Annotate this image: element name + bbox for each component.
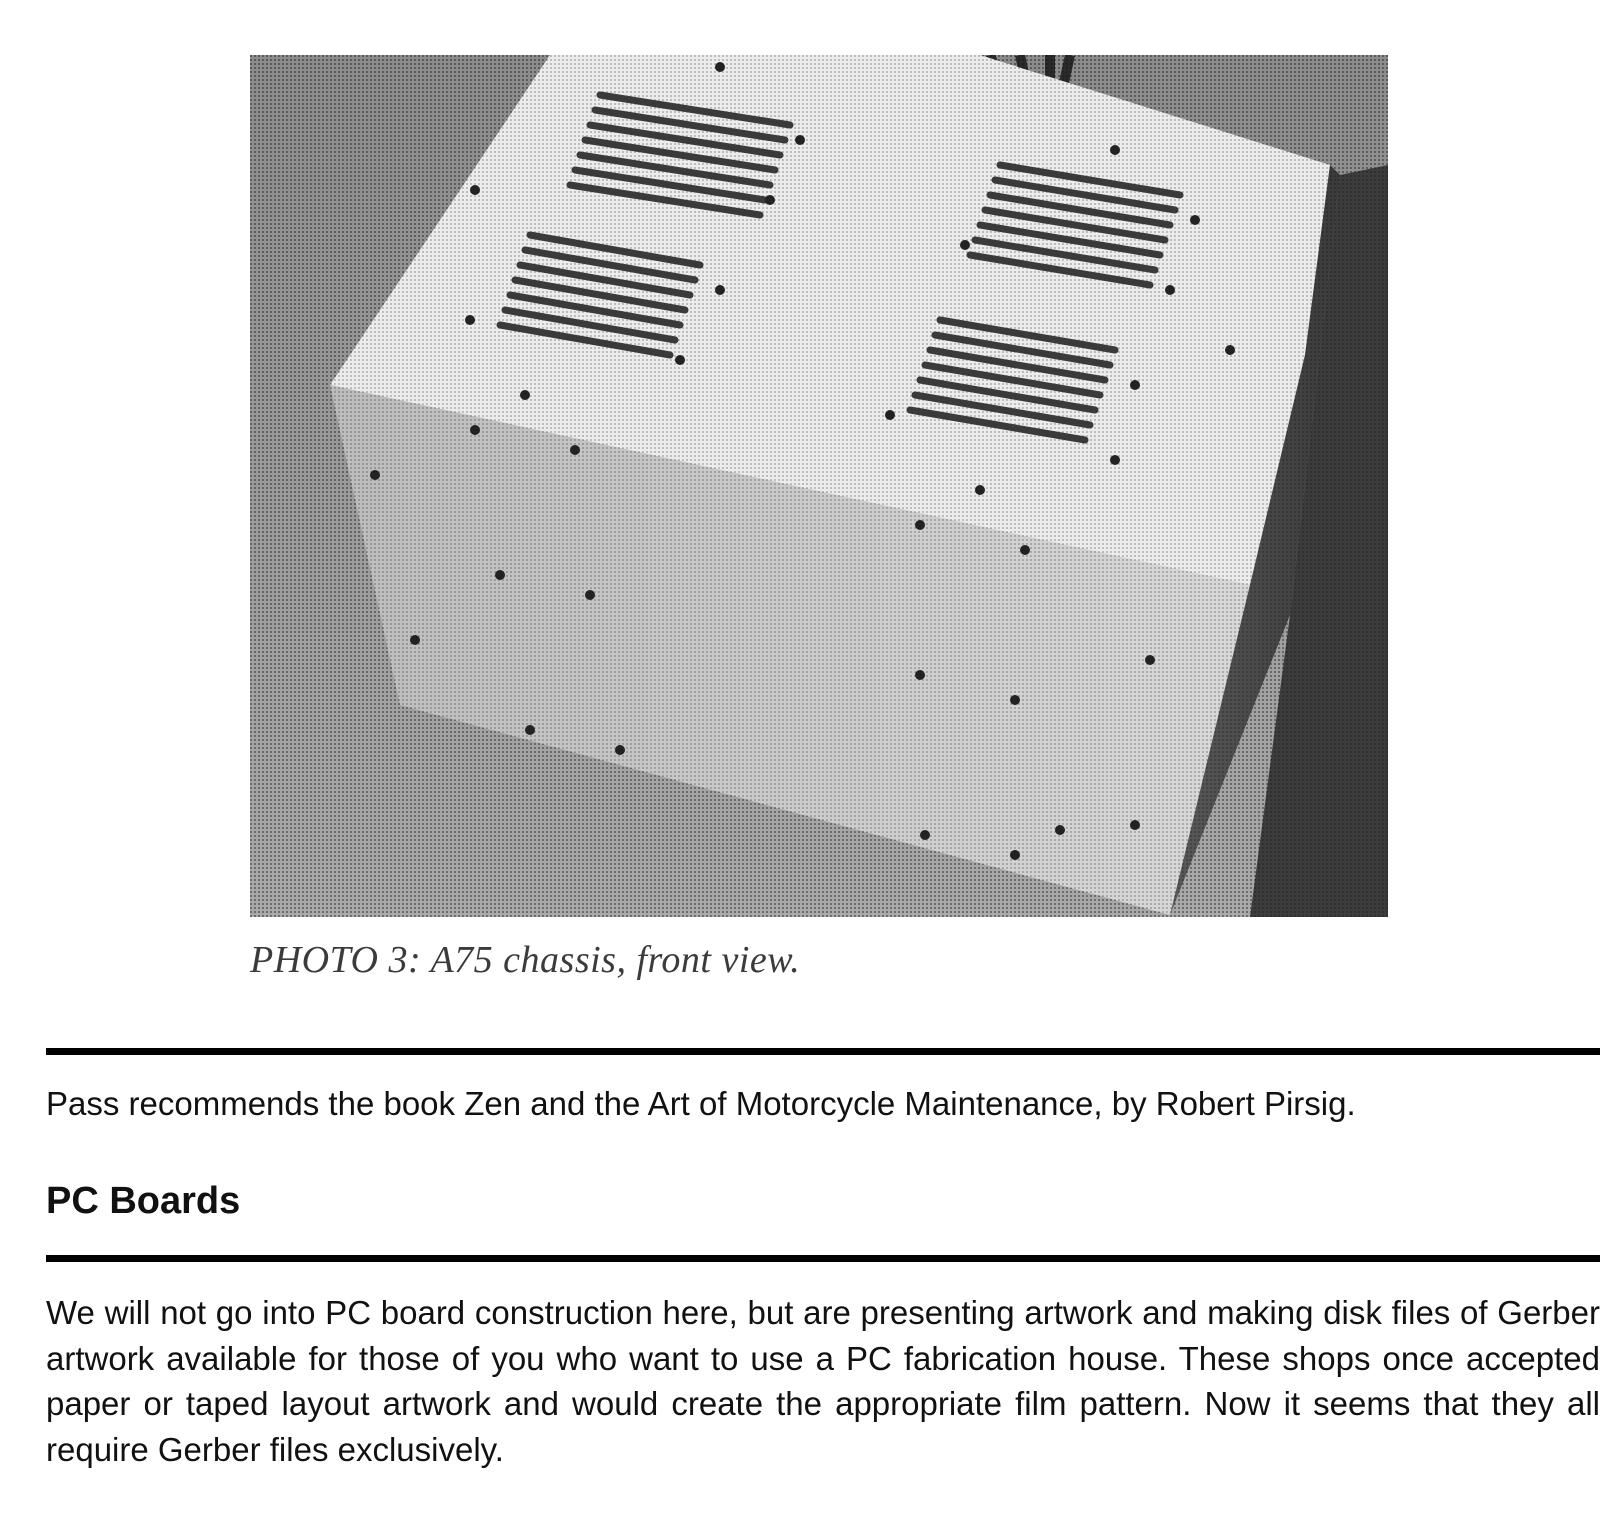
chassis-photo — [250, 55, 1388, 917]
section-heading: PC Boards — [46, 1180, 241, 1222]
section-divider-top — [46, 1048, 1600, 1055]
photo-caption: PHOTO 3: A75 chassis, front view. — [250, 939, 801, 981]
section-divider — [46, 1255, 1600, 1262]
section-body-paragraph: We will not go into PC board construction here, but are presenting artwork and making disk files of Gerber artwork available for those of you who want to use a PC fabrication house. These shops once accepted paper or taped layout artwork and would create the appropriate film pattern. Now it seems that they all require Gerber files exclusively. — [46, 1294, 1600, 1468]
recommendation-paragraph: Pass recommends the book Zen and the Art of Motorcycle Maintenance, by Robert Pirsig. — [46, 1085, 1356, 1122]
